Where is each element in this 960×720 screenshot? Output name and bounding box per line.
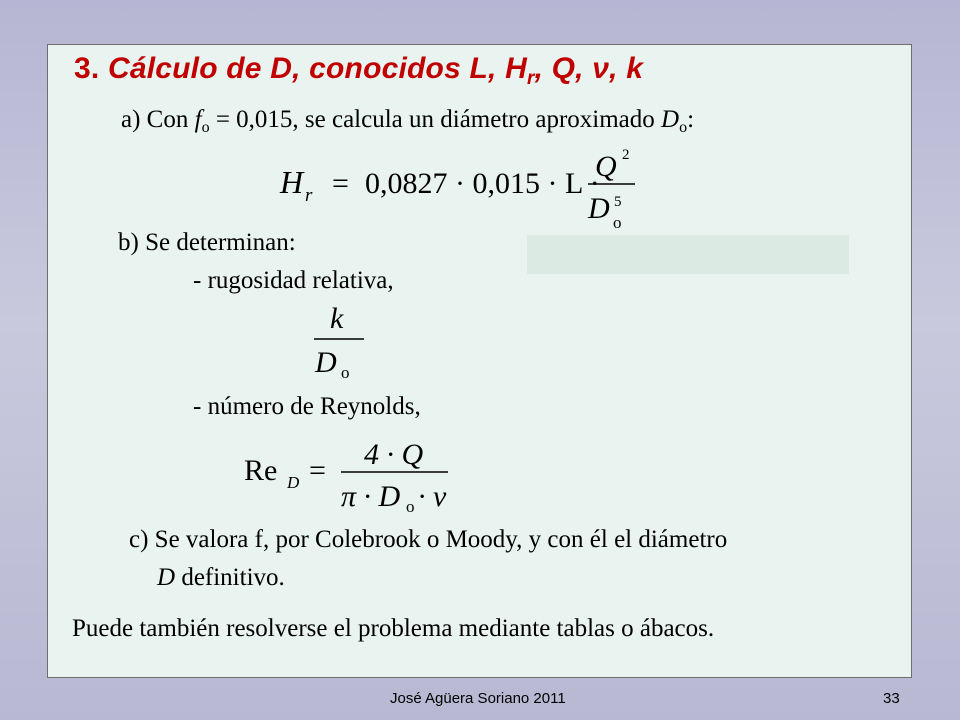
step-c-line1: c) Se valora f, por Colebrook o Moody, y con él el diámetro (129, 526, 728, 553)
formula-re-numerator: 4 · Q (364, 438, 424, 471)
formula-re-denominator-rest: · ν (418, 480, 447, 513)
formula-head-loss (280, 148, 650, 233)
step-a-d-sub: o (679, 119, 688, 136)
formula-hr-constants: 0,0827 · 0,015 · L · (365, 167, 600, 200)
title-subscript: r (526, 68, 535, 89)
formula-re-denominator-sub: o (406, 497, 415, 516)
formula-reynolds (244, 432, 459, 517)
formula-roughness-numerator: k (330, 302, 344, 335)
step-c-line2-rest: definitivo. (181, 564, 285, 591)
step-b-label: b) Se determinan: (118, 229, 296, 256)
closing-note: Puede también resolverse el problema mediante tablas o ábacos. (72, 615, 715, 642)
formula-hr-lhs-sub: r (305, 185, 313, 206)
step-a-suffix: : (687, 106, 695, 133)
title-text (107, 52, 644, 89)
formula-hr-denominator-exp: 5 (614, 194, 622, 210)
formula-hr-lhs: H (280, 164, 304, 200)
title-text-rest: , Q, ν, k (534, 52, 644, 85)
step-a-f-sub: o (201, 119, 210, 136)
title-number: 3. (74, 52, 100, 85)
formula-relative-roughness (312, 302, 372, 382)
formula-hr-equals: = (332, 167, 349, 200)
title-text-main: Cálculo de D, conocidos L, H (107, 52, 527, 85)
footer-credit: José Agüera Soriano 2011 (390, 690, 566, 707)
step-a-text (121, 106, 694, 134)
slide-title (74, 52, 644, 89)
formula-roughness-denominator-sub: o (341, 363, 350, 382)
formula-re-lhs-sub: D (287, 473, 300, 492)
formula-roughness-denominator: D (315, 346, 337, 379)
formula-re-denominator: π · D (341, 480, 401, 513)
formula-re-equals: = (309, 454, 326, 487)
step-a-middle: = 0,015, se calcula un diámetro aproximado (209, 106, 662, 133)
masked-region (527, 235, 849, 274)
step-b-item-roughness: - rugosidad relativa, (193, 267, 394, 294)
formula-hr-denominator: D (588, 192, 610, 225)
step-b-item-reynolds: - número de Reynolds, (193, 393, 421, 420)
formula-hr-numerator-exp: 2 (622, 147, 630, 163)
step-a-f-symbol: f (194, 106, 202, 133)
formula-hr-denominator-sub: o (613, 213, 622, 232)
step-a-prefix: a) Con (121, 106, 195, 133)
formula-hr-numerator: Q (595, 150, 617, 183)
step-c-d-symbol: D (157, 564, 176, 591)
step-a-d-symbol: D (661, 106, 680, 133)
step-c-line2 (157, 564, 285, 592)
formula-re-lhs: Re (244, 454, 278, 487)
page-number: 33 (883, 690, 900, 707)
